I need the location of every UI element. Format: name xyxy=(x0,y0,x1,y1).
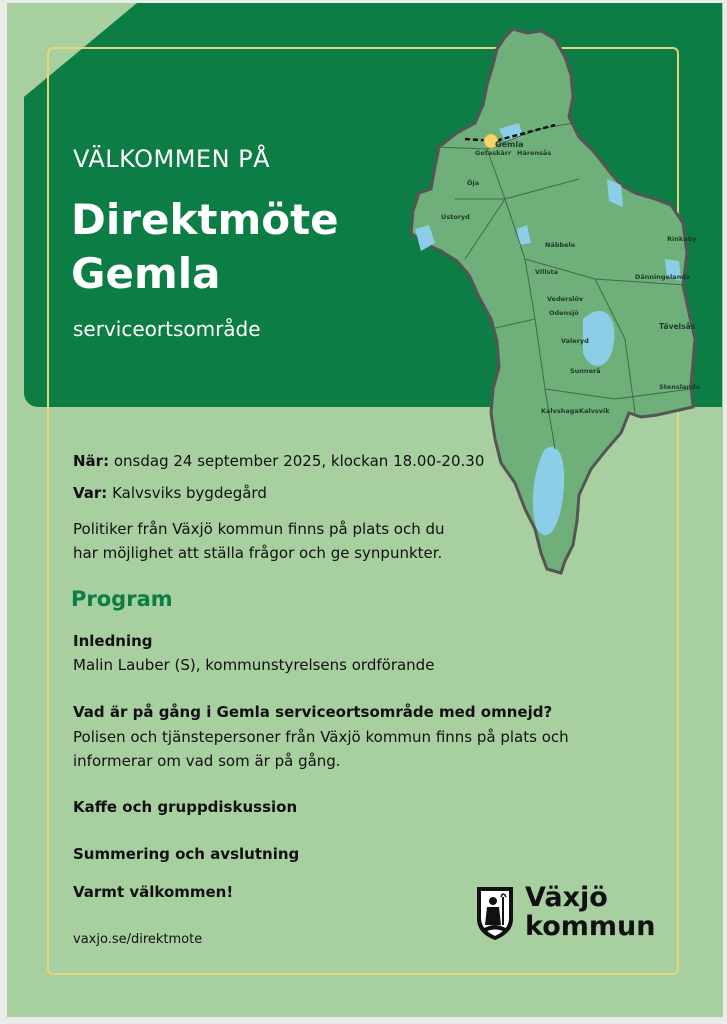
where-label: Var: xyxy=(73,484,108,502)
event-subtitle: serviceortsområde xyxy=(73,317,261,341)
intro-line-1: Politiker från Växjö kommun finns på plats och du xyxy=(73,520,445,538)
closing-text: Varmt välkommen! xyxy=(73,883,234,901)
municipality-map xyxy=(395,29,700,577)
title-line-2: Gemla xyxy=(71,249,221,298)
program-item-title: Summering och avslutning xyxy=(73,845,300,863)
place-label: Vederslöv xyxy=(547,295,584,303)
place-label: Sunnerå xyxy=(570,367,601,375)
when-value: onsdag 24 september 2025, klockan 18.00-20.30 xyxy=(113,452,485,470)
place-label: Näbbele xyxy=(545,241,576,249)
place-label: Gemla xyxy=(495,140,524,149)
program-item-title: Vad är på gång i Gemla serviceortsområde med omnejd? xyxy=(73,703,553,721)
place-label: Getaskärr xyxy=(475,149,512,157)
logo-line-1: Växjö xyxy=(525,882,608,913)
place-label: Dänningelanda xyxy=(635,273,691,281)
poster xyxy=(7,3,723,1017)
when-line xyxy=(73,452,484,470)
title-line-1: Direktmöte xyxy=(71,195,339,244)
vaxjo-logo xyxy=(475,883,659,949)
place-label: Härensås xyxy=(517,149,552,157)
program-item-title: Inledning xyxy=(73,632,153,650)
place-label: Ustoryd xyxy=(441,213,470,221)
program-heading: Program xyxy=(71,587,173,611)
place-label: Kalvsvik xyxy=(579,407,610,415)
when-label: När: xyxy=(73,452,110,470)
place-label: Öja xyxy=(467,179,480,187)
logo-line-2: kommun xyxy=(525,911,656,942)
program-item-title: Kaffe och gruppdiskussion xyxy=(73,798,298,816)
coat-of-arms-icon xyxy=(475,885,515,941)
place-label: Kalvshaga xyxy=(541,407,579,415)
program-item-desc: Polisen och tjänstepersoner från Växjö kommun finns på plats och xyxy=(73,728,569,746)
where-line xyxy=(73,484,267,502)
program-item-desc: Malin Lauber (S), kommunstyrelsens ordförande xyxy=(73,656,435,674)
welcome-text: VÄLKOMMEN PÅ xyxy=(73,145,271,173)
program-item-desc: informerar om vad som är på gång. xyxy=(73,752,341,770)
intro-line-2: har möjlighet att ställa frågor och ge synpunkter. xyxy=(73,544,443,562)
place-label: Stenslanda xyxy=(659,383,700,391)
place-label: Valeryd xyxy=(561,337,589,345)
place-label: Rinkaby xyxy=(667,235,697,243)
place-label: Villsta xyxy=(535,268,558,276)
event-title xyxy=(71,193,339,301)
website-link[interactable]: vaxjo.se/direktmote xyxy=(73,932,203,947)
place-label: Odensjö xyxy=(549,309,579,317)
where-value: Kalvsviks bygdegård xyxy=(112,484,267,502)
place-label: Tävelsås xyxy=(659,322,696,331)
logo-text xyxy=(525,883,656,941)
